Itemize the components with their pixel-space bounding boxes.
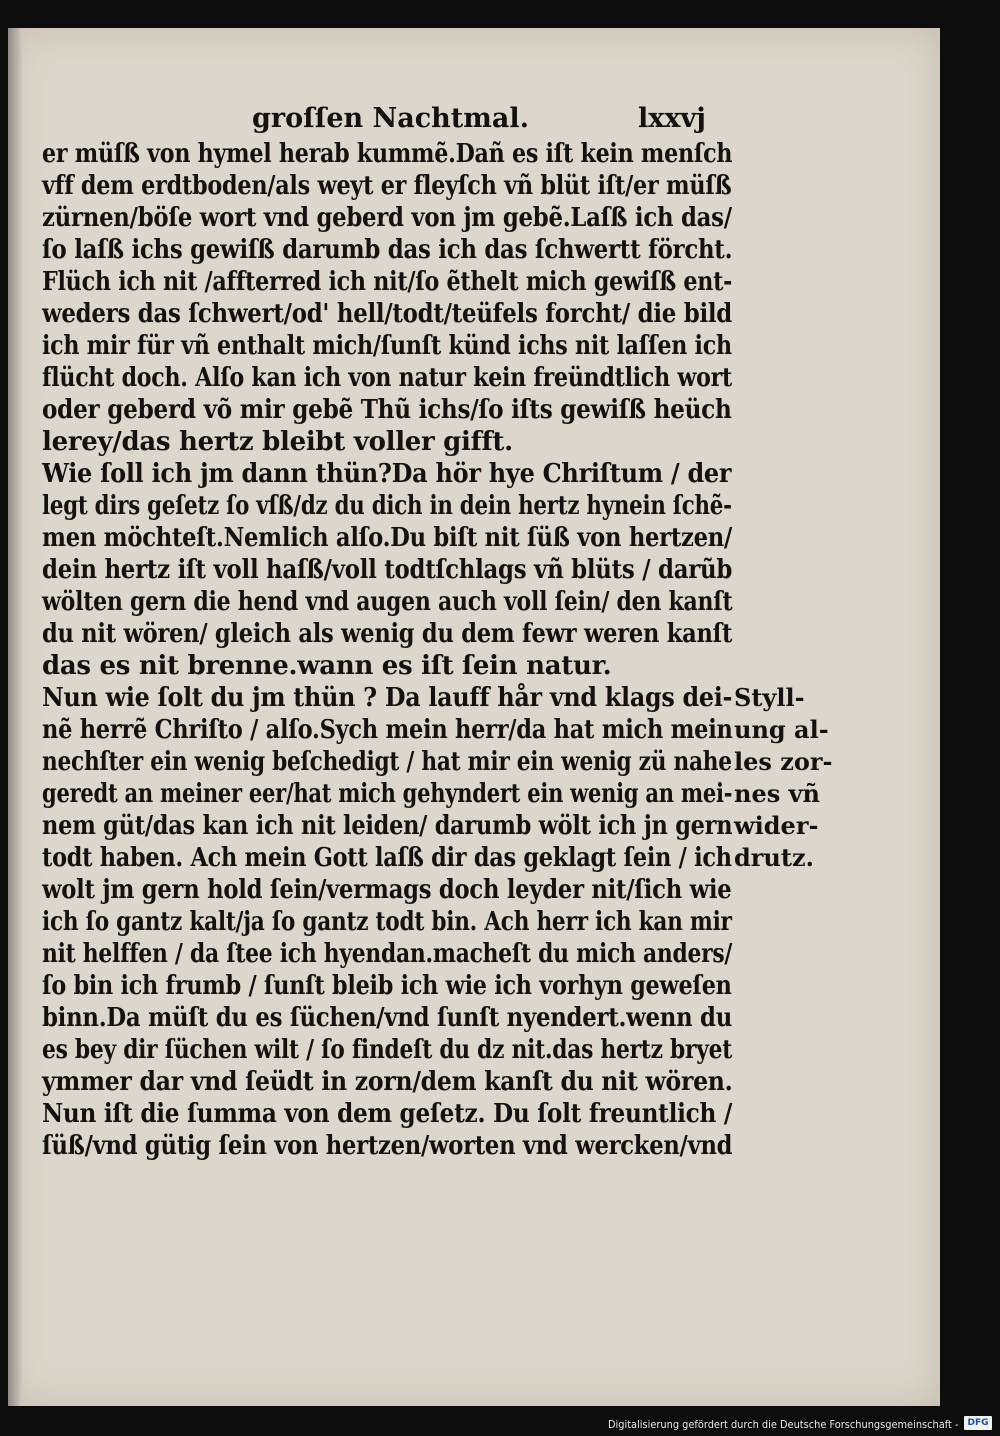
margin-note-line: ung al-: [734, 715, 829, 744]
text-line: zürnen/böſe wort vnd geberd von jm gebẽ.Laſß ich das/: [42, 203, 732, 233]
text-line: das es nit brenne.wann es iſt ſein natur.: [42, 651, 612, 681]
text-line: wolt jm gern hold ſein/vermags doch leyder nit/ſich wie: [42, 875, 732, 905]
margin-note-line: drutz.: [734, 843, 814, 872]
margin-note-line: nes vñ: [734, 779, 820, 808]
text-line: weders das ſchwert/od' hell/todt/teüfels forcht/ die bild: [42, 299, 733, 329]
text-line: wölten gern die hend vnd augen auch voll ſein/ den kanſt: [42, 587, 733, 617]
text-line: nechſter ein wenig beſchedigt / hat mir ein wenig zü nahe: [42, 747, 732, 777]
text-line: nit helffen / da ſtee ich hyendan.macheſt du mich anders/: [42, 939, 733, 969]
digitization-credit: Digitalisierung gefördert durch die Deutsche Forschungsgemeinschaft -: [608, 1418, 959, 1431]
text-line: du nit wören/ gleich als wenig du dem fewr weren kanſt: [42, 619, 733, 649]
text-line: Flüch ich nit /affterred ich nit/ſo ẽthelt mich gewiſß ent-: [42, 267, 733, 297]
text-line: nem güt/das kan ich nit leiden/ darumb wölt ich jn gern: [42, 811, 733, 841]
text-line: vff dem erdtboden/als weyt er fleyſch vñ blüt iſt/er müſß: [42, 171, 732, 201]
text-line: legt dirs geſetz ſo vſß/dz du dich in dein hertz hynein ſchẽ-: [42, 491, 732, 521]
text-line: lerey/das hertz bleibt voller gifft.: [42, 427, 513, 457]
page-binding-edge: [8, 28, 22, 1406]
book-page: [8, 28, 940, 1406]
folio-number: lxxvj: [638, 103, 706, 134]
text-line: ymmer dar vnd ſeüdt in zorn/dem kanſt du nit wören.: [42, 1067, 733, 1097]
margin-note-line: Styll-: [734, 683, 805, 712]
running-head-title: groſſen Nachtmal.: [252, 103, 529, 134]
text-line: ſo laſß ichs gewiſß darumb das ich das ſchwertt förcht.: [42, 235, 733, 265]
text-line: er müſß von hymel herab kummẽ.Dañ es iſt kein menſch: [42, 139, 733, 169]
text-line: nẽ herrẽ Chriſto / alſo.Sych mein herr/da hat mich mein: [42, 715, 733, 745]
text-line: ſüß/vnd gütig ſein von hertzen/worten vnd wercken/vnd: [42, 1131, 733, 1161]
dfg-logo-icon: DFG: [964, 1416, 992, 1430]
text-line: todt haben. Ach mein Gott laſß dir das geklagt ſein / ich: [42, 843, 732, 873]
text-line: flücht doch. Alſo kan ich von natur kein freündtlich wort: [42, 363, 732, 393]
text-line: ich ſo gantz kalt/ja ſo gantz todt bin. Ach herr ich kan mir: [42, 907, 732, 937]
margin-note-line: wider-: [734, 811, 819, 840]
text-line: es bey dir ſüchen wilt / ſo findeſt du dz nit.das hertz bryet: [42, 1035, 733, 1065]
text-line: ſo bin ich frumb / ſunſt bleib ich wie ich vorhyn geweſen: [42, 971, 732, 1001]
text-line: oder geberd võ mir gebẽ Thũ ichs/ſo iſts gewiſß heüch: [42, 395, 732, 425]
margin-note-line: les zor-: [734, 747, 833, 776]
text-line: ich mir für vñ enthalt mich/ſunſt künd ichs nit laſſen ich: [42, 331, 732, 361]
text-line: dein hertz iſt voll haſß/voll todtſchlags vñ blüts / darũb: [42, 555, 733, 585]
text-line: geredt an meiner eer/hat mich gehyndert ein wenig an mei-: [42, 779, 733, 809]
text-line: binn.Da müſt du es ſüchen/vnd ſunſt nyendert.wenn du: [42, 1003, 733, 1033]
text-line: Wie ſoll ich jm dann thün?Da hör hye Chriſtum / der: [42, 459, 732, 489]
text-line: Nun wie ſolt du jm thün ? Da lauff hår vnd klags dei-: [42, 683, 733, 713]
text-line: men möchteſt.Nemlich alſo.Du biſt nit ſüß von hertzen/: [42, 523, 733, 553]
text-line: Nun iſt die ſumma von dem geſetz. Du ſolt freuntlich /: [42, 1099, 733, 1129]
